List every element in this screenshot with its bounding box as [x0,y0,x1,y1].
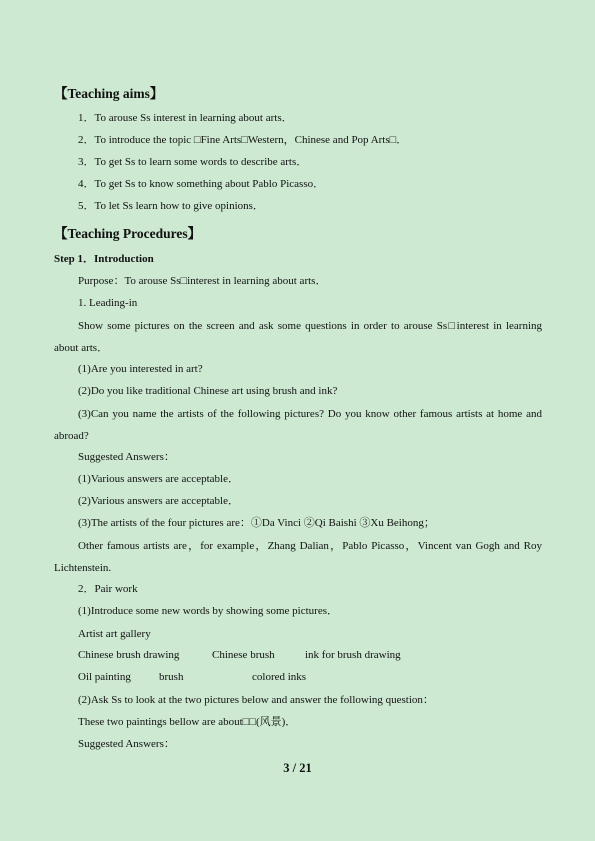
teaching-procedures-heading: 【Teaching Procedures】 [54,226,202,241]
pair-work-step-2: (2)Ask Ss to look at the two pictures below and answer the following question： [78,694,434,706]
answer-2: (2)Various answers are acceptable． [78,495,239,507]
aim-item-3: 3．To get Ss to learn some words to describe arts． [78,156,308,168]
answer-3: (3)The artists of the four pictures are：①Da Vinci ②Qi Baishi ③Xu Beihong； [78,517,435,529]
purpose-line: Purpose：To arouse Ss□interest in learning about arts． [78,275,327,287]
vocab-word: ink for brush drawing [305,649,401,661]
pair-work-title: 2．Pair work [78,583,138,595]
show-pictures-paragraph: Show some pictures on the screen and ask some questions in order to arouse Ss□interest in learning about arts． [54,320,542,354]
page-number: 3 / 21 [283,761,312,775]
aim-item-2: 2．To introduce the topic □Fine Arts□Western，Chinese and Pop Arts□． [78,134,408,146]
vocab-word: Oil painting [78,671,131,683]
suggested-answers-label-1: Suggested Answers： [78,451,175,463]
aim-item-1: 1．To arouse Ss interest in learning about arts． [78,112,293,124]
leading-in-title: 1. Leading-in [78,297,138,309]
vocab-row-1: Artist art gallery [78,628,151,640]
vocab-row-2 [78,649,401,661]
paintings-question: These two paintings bellow are about□□(风景)． [78,716,297,728]
vocab-word: colored inks [252,671,307,683]
aim-item-4: 4．To get Ss to know something about Pablo Picasso． [78,178,325,190]
vocab-row-3 [78,671,306,683]
question-3: (3)Can you name the artists of the following pictures? Do you know other famous artists at home and abroad? [54,408,542,442]
pair-work-step-1: (1)Introduce some new words by showing some pictures． [78,605,338,617]
vocab-word: Chinese brush drawing [78,649,180,661]
question-1: (1)Are you interested in art? [78,363,203,375]
teaching-aims-heading: 【Teaching aims】 [54,86,164,101]
vocab-word: Chinese brush [212,649,275,661]
answer-1: (1)Various answers are acceptable． [78,473,239,485]
other-artists-paragraph: Other famous artists are，for example，Zhang Dalian，Pablo Picasso，Vincent van Gogh and Roy Lichtenstein. [54,540,542,574]
aim-item-5: 5．To let Ss learn how to give opinions． [78,200,264,212]
step1-title: Step 1．Introduction [54,253,154,265]
vocab-word: brush [159,671,184,683]
suggested-answers-label-2: Suggested Answers： [78,738,175,750]
question-2: (2)Do you like traditional Chinese art using brush and ink? [78,385,338,397]
